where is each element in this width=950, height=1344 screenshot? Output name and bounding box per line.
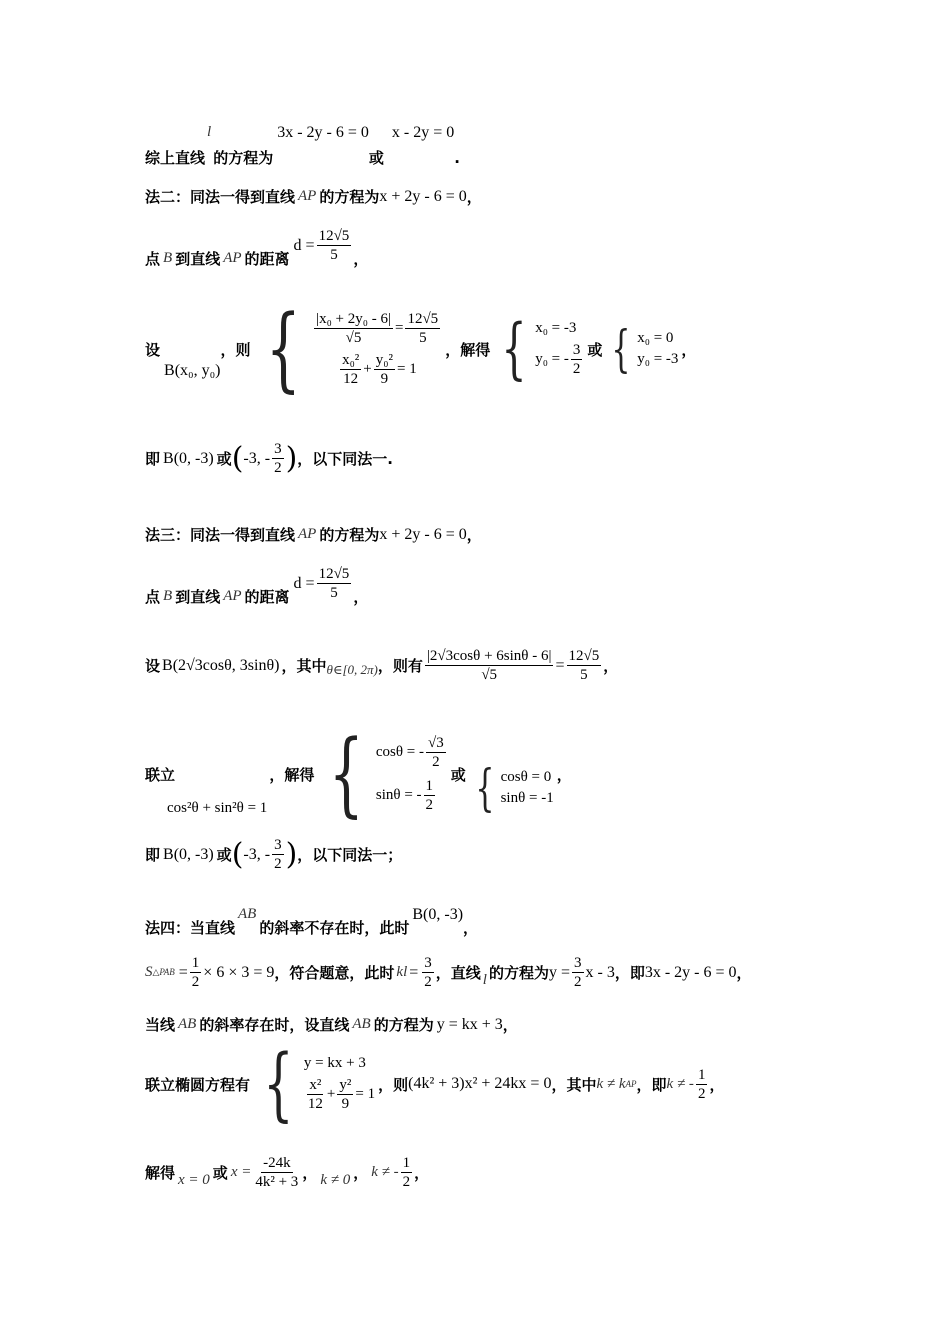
text: 联立椭圆方程有	[145, 1075, 251, 1094]
text: 的方程为	[488, 964, 549, 982]
result-line-2: 即 B(0, -3) 或 ( -3, - $\frac{3}{2}$ ) ，以下同法一；	[145, 837, 403, 872]
text: 的方程为	[373, 1016, 434, 1034]
text: 或	[368, 149, 384, 167]
text: 的方程为	[319, 188, 380, 206]
text: ，	[556, 765, 572, 784]
result-line: 即 B(0, -3) 或 ( -3, - $\frac{3}{2}$ ) ，以下同法一.	[145, 441, 393, 476]
method4-heading	[145, 895, 478, 938]
ellipse-system-line: 联立椭圆方程有 { y = kx + 3 $\frac{\text{x²}}{12}$ + $\frac{\text{y²}}{9}$ = 1 ，则 (4k² + 3)x² + 24kx = 0 ，其中 k ≠ k AP ，即 k ≠ - $\frac{1}{2}$ ，	[145, 1037, 725, 1130]
text: 或	[587, 340, 603, 359]
text: 法四：当直线	[145, 919, 236, 937]
point: B(0, -3)	[163, 845, 214, 863]
text: 设	[145, 657, 161, 675]
text: 即	[145, 450, 161, 468]
text: 或	[212, 1164, 228, 1182]
text: 的方程为	[319, 526, 380, 544]
solution-theta-2: { cosθ = 0 sinθ = -1	[475, 759, 554, 817]
solution-2: { x₀ = 0 y₀ = -3	[611, 320, 679, 378]
text: ，	[353, 588, 369, 606]
distance-line-2	[145, 560, 368, 607]
text: ，	[353, 1164, 369, 1182]
text: 的斜率不存在时，此时	[259, 919, 410, 937]
var-ap: AP	[298, 526, 317, 542]
text: 的距离	[244, 588, 290, 606]
var-ap: AP	[223, 250, 242, 266]
setup-system-line	[145, 295, 697, 402]
text: ，	[414, 1164, 430, 1182]
text: 或	[450, 765, 466, 784]
text: 即	[145, 846, 161, 864]
var-b: B	[163, 250, 173, 266]
ellipse-system: { y = kx + 3 $\frac{\text{x²}}{12}$ + $\frac{\text{y²}}{9}$ = 1	[263, 1037, 376, 1130]
text: ，符合题意，此时	[274, 964, 395, 982]
text: 点	[145, 588, 161, 606]
equation: x - 2y = 0	[391, 123, 455, 141]
var-ab: AB	[352, 1016, 371, 1032]
point: B(0, -3)	[163, 449, 214, 467]
text: 到直线	[175, 588, 221, 606]
theta-range: θ∈[0, 2π)	[326, 661, 378, 677]
point-param: B(2√3cosθ, 3sinθ)	[162, 656, 280, 674]
text: ，解得	[445, 340, 491, 359]
text: 的方程为	[213, 149, 274, 167]
method2-heading	[145, 186, 482, 207]
equation: x + 2y - 6 = 0	[379, 187, 467, 205]
text: ，则	[378, 1075, 409, 1094]
text: ，解得	[269, 765, 315, 784]
text: 到直线	[175, 250, 221, 268]
method3-heading	[145, 524, 482, 545]
var-ab: AB	[238, 906, 257, 922]
coord: -3, -	[243, 845, 271, 863]
identity: cos²θ + sin²θ = 1	[167, 799, 268, 816]
text: ，	[463, 919, 479, 937]
text: ，	[736, 964, 752, 982]
text: 法二：同法一得到直线	[145, 188, 296, 206]
equation: y = kx + 3	[436, 1015, 503, 1033]
text: ，则	[220, 340, 251, 359]
text: ，	[466, 188, 482, 206]
text: 解得	[145, 1164, 176, 1182]
area-s: S	[145, 964, 153, 980]
text: ，则有	[377, 657, 423, 675]
equation-system: { $\frac{\text{|x₀ + 2y₀ - 6|}}{√5}$ = $\frac{12√5}{5}$ $\frac{\text{x₀²}}{12}$ + $\frac{\text{y₀²}}{9}$ = 1	[265, 295, 439, 402]
text: ，其中	[281, 657, 327, 675]
text: ，即	[636, 1075, 667, 1094]
solve-line: 解得 x = 0 或 x = $\frac{-24k}{\text{4k² + 3}}$ ， k ≠ 0 ， k ≠ - $\frac{1}{2}$ ，	[145, 1155, 430, 1190]
text: 的斜率存在时，设直线	[199, 1016, 350, 1034]
text: 联立	[145, 765, 176, 784]
coord: -3, -	[243, 449, 271, 467]
param-line: 设 B(2√3cosθ, 3sinθ) ，其中 θ∈[0, 2π) ，则有 $\frac{|2√3\cos\theta + 6\sin\theta - 6|}{√5}$ = $\frac{12√5}{5}$ ，	[145, 648, 619, 683]
equation: x + 2y - 6 = 0	[379, 525, 467, 543]
text: 当线	[145, 1016, 176, 1034]
fraction: $\frac{12√5}{5}$	[318, 228, 350, 263]
fraction: $\frac{12√5}{5}$	[318, 566, 350, 601]
text: ，	[681, 340, 697, 359]
text: ，	[466, 526, 482, 544]
text: 或	[216, 450, 232, 468]
solution-1: { x₀ = -3 y₀ = - $\frac{3}{2}$	[501, 310, 581, 387]
combine-line	[145, 720, 572, 827]
var-ap: AP	[298, 188, 317, 204]
text: 的距离	[244, 250, 290, 268]
text: .	[454, 148, 460, 167]
var-ab: AB	[178, 1016, 197, 1032]
equation: d =	[293, 574, 315, 592]
text: 点	[145, 250, 161, 268]
var-b: B	[163, 588, 173, 604]
text: ，直线	[435, 964, 481, 982]
fraction: $\frac{12√5}{5}$	[568, 648, 600, 683]
var-ap: AP	[223, 588, 242, 604]
text: 或	[216, 846, 232, 864]
distance-line	[145, 222, 368, 269]
slope-exists-line	[145, 1014, 518, 1035]
text: 综上直线	[145, 149, 206, 167]
text: 设	[145, 340, 161, 359]
text: 法三：同法一得到直线	[145, 526, 296, 544]
text: ，	[353, 250, 369, 268]
equation: (4k² + 3)x² + 24kx = 0	[408, 1075, 552, 1092]
text: ，	[502, 1016, 518, 1034]
text: ，	[302, 1164, 318, 1182]
equation: 3x - 2y - 6 = 0	[277, 123, 369, 141]
text: ，以下同法一；	[297, 846, 403, 864]
point: B(0, -3)	[412, 905, 464, 923]
text: ，	[709, 1075, 725, 1094]
text: ，以下同法一.	[297, 450, 393, 468]
var-l: l	[207, 124, 212, 140]
area-line: S △PAB = $\frac{1}{2}$ × 6 × 3 = 9 ，符合题意，此时 k l = $\frac{3}{2}$ ，直线 l 的方程为 y = $\frac{3}{2}$ x - 3 ，即 3x - 2y - 6 = 0 ，	[145, 955, 752, 990]
equation: d =	[293, 236, 315, 254]
equation: 3x - 2y - 6 = 0	[644, 963, 737, 981]
text: ，	[603, 657, 619, 675]
text: ，其中	[551, 1075, 597, 1094]
fraction: $\frac{|2√3\cos\theta + 6\sin\theta - 6|}{√5}$	[426, 648, 552, 683]
conclusion-line	[145, 125, 460, 168]
solution-theta-1: { cosθ = - $\frac{√3}{2}$ sinθ = - $\frac{1}{2}$	[329, 720, 444, 827]
text: ，即	[614, 964, 645, 982]
point-b: B(x₀, y₀)	[164, 362, 221, 379]
